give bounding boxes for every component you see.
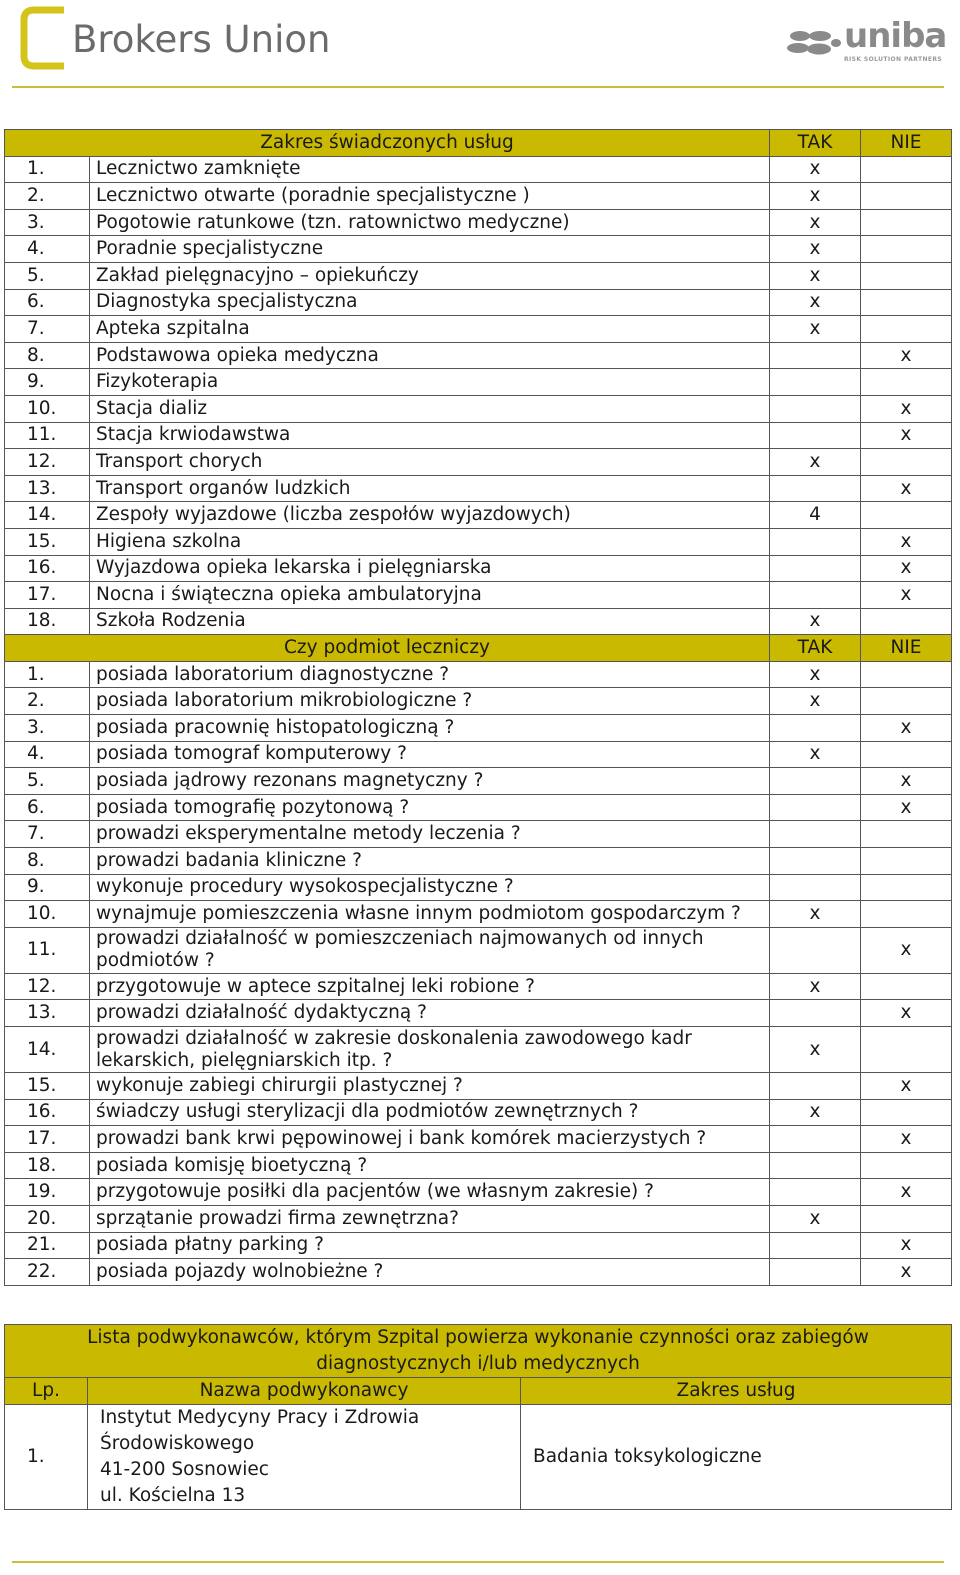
entity_table-row-number: 20. [5, 1205, 90, 1232]
entity_table-row-label: posiada komisję bioetyczną ? [90, 1152, 770, 1179]
uniba-logo-subtitle: RISK SOLUTION PARTNERS [844, 56, 943, 63]
entity_table-row-nie [861, 973, 952, 1000]
entity_table-row-number: 18. [5, 1152, 90, 1179]
entity_table-row-number: 22. [5, 1259, 90, 1286]
entity_table-row-nie: x [861, 1259, 952, 1286]
entity_table-row-label: posiada pojazdy wolnobieżne ? [90, 1259, 770, 1286]
entity_table-row [5, 741, 952, 768]
entity-title: Czy podmiot leczniczy [5, 635, 770, 662]
entity_table-row-label: posiada tomograf komputerowy ? [90, 741, 770, 768]
subcontractor-name-line: 41-200 Sosnowiec [100, 1458, 269, 1480]
services-tak-header: TAK [770, 130, 861, 157]
entity_table-row [5, 1073, 952, 1100]
entity_table-row-tak [770, 794, 861, 821]
entity_table-row-tak [770, 1000, 861, 1027]
entity_table-row-tak [770, 1126, 861, 1153]
services_table-row-label: Stacja dializ [90, 395, 770, 422]
services_table-row-number: 2. [5, 183, 90, 210]
services_table-row-number: 11. [5, 422, 90, 449]
services_table-row [5, 289, 952, 316]
services-nie-header: NIE [861, 130, 952, 157]
entity_table-row-tak: x [770, 741, 861, 768]
entity_table-row-tak [770, 1179, 861, 1206]
entity_table-row [5, 1000, 952, 1027]
services_table-row-tak: x [770, 449, 861, 476]
services_table-row-number: 17. [5, 582, 90, 609]
services_table-row-number: 8. [5, 342, 90, 369]
entity_table-row-tak [770, 768, 861, 795]
entity_table-row-number: 10. [5, 901, 90, 928]
services_table-row-nie [861, 209, 952, 236]
entity_table-row-label: prowadzi bank krwi pępowinowej i bank komórek macierzystych ? [90, 1126, 770, 1153]
subcontractor-name-line: ul. Kościelna 13 [100, 1484, 246, 1506]
services_table-row-nie: x [861, 342, 952, 369]
entity_table-row-label: posiada płatny parking ? [90, 1232, 770, 1259]
entity_table-row [5, 1099, 952, 1126]
entity-nie-header: NIE [861, 635, 952, 662]
services_table-row-nie: x [861, 528, 952, 555]
entity_table-row [5, 1027, 952, 1073]
entity_table-row [5, 1126, 952, 1153]
services_table-row-nie [861, 236, 952, 263]
subcontractor-name-line: Instytut Medycyny Pracy i Zdrowia [100, 1406, 420, 1428]
entity_table-row-label: prowadzi działalność dydaktyczną ? [90, 1000, 770, 1027]
services_table-row-number: 13. [5, 475, 90, 502]
services_table-row [5, 582, 952, 609]
entity_table-row-tak: x [770, 1205, 861, 1232]
services_table-row-label: Transport organów ludzkich [90, 475, 770, 502]
services_table-row-number: 14. [5, 502, 90, 529]
services_table-row-number: 15. [5, 528, 90, 555]
entity_table-row-tak [770, 1073, 861, 1100]
subcontractor-name-line: Środowiskowego [100, 1432, 255, 1454]
services_table-row-number: 4. [5, 236, 90, 263]
entity_table-row-number: 14. [5, 1027, 90, 1073]
entity_table-row [5, 848, 952, 875]
entity_table-row-nie: x [861, 1179, 952, 1206]
entity_table-row-number: 15. [5, 1073, 90, 1100]
entity_table-row-number: 21. [5, 1232, 90, 1259]
services-header-row [5, 130, 952, 157]
entity_table-row-tak [770, 1259, 861, 1286]
entity_table-row-number: 3. [5, 715, 90, 742]
services_table-row-label: Lecznictwo otwarte (poradnie specjalistyczne ) [90, 183, 770, 210]
entity_table-row-tak [770, 848, 861, 875]
services_table-row-nie [861, 608, 952, 635]
entity_table-row-label: wynajmuje pomieszczenia własne innym podmiotom gospodarczym ? [90, 901, 770, 928]
entity_table-row-tak [770, 715, 861, 742]
services_table-row-tak [770, 475, 861, 502]
services_table-row-label: Szkoła Rodzenia [90, 608, 770, 635]
services_table-row-tak [770, 528, 861, 555]
services_table-row-nie: x [861, 555, 952, 582]
entity_table-row-tak [770, 1152, 861, 1179]
services_table-row-tak: 4 [770, 502, 861, 529]
entity_table-row [5, 1152, 952, 1179]
subcontractor-lp: 1. [5, 1404, 88, 1509]
services_table-row-nie [861, 449, 952, 476]
entity_table-row-nie: x [861, 715, 952, 742]
services_table-row-nie [861, 183, 952, 210]
services_table-row-label: Transport chorych [90, 449, 770, 476]
entity_table-row-label: przygotowuje w aptece szpitalnej leki robione ? [90, 973, 770, 1000]
brokers-union-logo [20, 6, 340, 70]
services_table-row-tak [770, 582, 861, 609]
entity_table-row-tak [770, 821, 861, 848]
entity_table-row [5, 927, 952, 973]
entity_table-row [5, 1179, 952, 1206]
services_table-row [5, 316, 952, 343]
entity_table-row-label: sprzątanie prowadzi firma zewnętrzna? [90, 1205, 770, 1232]
services_table-row-number: 10. [5, 395, 90, 422]
services_table-row-nie [861, 369, 952, 396]
services_table-row-nie [861, 316, 952, 343]
services_table-row [5, 209, 952, 236]
services_table-row [5, 369, 952, 396]
services_table-row-tak: x [770, 236, 861, 263]
uniba-pebbles-icon [786, 28, 842, 58]
entity_table-row-label: prowadzi eksperymentalne metody leczenia ? [90, 821, 770, 848]
entity_table-row-nie: x [861, 1073, 952, 1100]
services-and-entity-table [4, 129, 952, 1286]
entity_table-row [5, 874, 952, 901]
services_table-row-number: 9. [5, 369, 90, 396]
footer-divider [12, 1561, 944, 1563]
services_table-row [5, 183, 952, 210]
entity_table-row-label: wykonuje procedury wysokospecjalistyczne ? [90, 874, 770, 901]
entity_table-row-tak [770, 1232, 861, 1259]
entity_table-row [5, 794, 952, 821]
entity_table-row-nie: x [861, 1000, 952, 1027]
brokers-union-logo-text: Brokers Union [72, 18, 331, 61]
entity_table-row-nie [861, 688, 952, 715]
services_table-row [5, 528, 952, 555]
entity_table-row-label: posiada laboratorium diagnostyczne ? [90, 661, 770, 688]
services-title: Zakres świadczonych usług [5, 130, 770, 157]
page-header [0, 0, 960, 92]
entity_table-row-number: 5. [5, 768, 90, 795]
services_table-row [5, 608, 952, 635]
services_table-row-tak: x [770, 183, 861, 210]
entity_table-row [5, 1259, 952, 1286]
entity_table-row-nie: x [861, 794, 952, 821]
entity_table-row-number: 1. [5, 661, 90, 688]
entity_table-row-label: posiada jądrowy rezonans magnetyczny ? [90, 768, 770, 795]
services_table-row [5, 236, 952, 263]
entity_table-row-nie: x [861, 1232, 952, 1259]
entity_table-row-number: 4. [5, 741, 90, 768]
subcontractor-scope: Badania toksykologiczne [521, 1404, 952, 1509]
subcontractors-scope-header: Zakres usług [521, 1378, 952, 1405]
services_table-row-nie: x [861, 422, 952, 449]
entity_table-row-nie [861, 874, 952, 901]
entity_table-row-nie: x [861, 768, 952, 795]
services_table-row-label: Stacja krwiodawstwa [90, 422, 770, 449]
entity_table-row-nie [861, 1027, 952, 1073]
services_table-row-label: Zakład pielęgnacyjno – opiekuńczy [90, 262, 770, 289]
services_table-row [5, 475, 952, 502]
uniba-logo-text: uniba [844, 16, 947, 56]
services_table-row-nie: x [861, 475, 952, 502]
services_table-row [5, 342, 952, 369]
services_table-row-number: 6. [5, 289, 90, 316]
services_table-row [5, 395, 952, 422]
entity_table-row-nie: x [861, 1126, 952, 1153]
entity_table-row-number: 11. [5, 927, 90, 973]
entity_table-row-number: 8. [5, 848, 90, 875]
entity_table-row-nie [861, 848, 952, 875]
entity_table-row-number: 12. [5, 973, 90, 1000]
entity_table-row [5, 1205, 952, 1232]
entity_table-row [5, 688, 952, 715]
entity-tak-header: TAK [770, 635, 861, 662]
services_table-row-tak: x [770, 608, 861, 635]
services_table-row [5, 449, 952, 476]
services_table-row-tak [770, 369, 861, 396]
subcontractors-header-row [5, 1378, 952, 1405]
entity_table-row [5, 821, 952, 848]
entity_table-row-number: 13. [5, 1000, 90, 1027]
entity_table-row-label: posiada laboratorium mikrobiologiczne ? [90, 688, 770, 715]
entity_table-row-number: 6. [5, 794, 90, 821]
services_table-row-tak: x [770, 289, 861, 316]
entity_table-row-tak [770, 874, 861, 901]
services_table-row-label: Higiena szkolna [90, 528, 770, 555]
entity_table-row-nie [861, 661, 952, 688]
services_table-row-tak [770, 422, 861, 449]
subcontractor-row [5, 1404, 952, 1509]
entity_table-row-nie: x [861, 927, 952, 973]
services_table-row-label: Nocna i świąteczna opieka ambulatoryjna [90, 582, 770, 609]
entity_table-row [5, 973, 952, 1000]
services_table-row-number: 5. [5, 262, 90, 289]
entity_table-row-nie [861, 1152, 952, 1179]
services_table-row-label: Wyjazdowa opieka lekarska i pielęgniarska [90, 555, 770, 582]
entity_table-row-nie [861, 821, 952, 848]
services_table-row-nie [861, 156, 952, 183]
services_table-row-nie [861, 289, 952, 316]
services_table-row-label: Podstawowa opieka medyczna [90, 342, 770, 369]
entity_table-row-nie [861, 1205, 952, 1232]
entity_table-row-label: prowadzi badania kliniczne ? [90, 848, 770, 875]
services_table-row-label: Lecznictwo zamknięte [90, 156, 770, 183]
entity_table-row-number: 16. [5, 1099, 90, 1126]
services_table-row-number: 18. [5, 608, 90, 635]
services_table-row-tak [770, 555, 861, 582]
services_table-row-number: 1. [5, 156, 90, 183]
entity_table-row-number: 9. [5, 874, 90, 901]
services_table-row [5, 156, 952, 183]
entity_table-row-number: 17. [5, 1126, 90, 1153]
entity_table-row-label: świadczy usługi sterylizacji dla podmiotów zewnętrznych ? [90, 1099, 770, 1126]
entity_table-row-nie [861, 901, 952, 928]
entity_table-row-tak: x [770, 1027, 861, 1073]
services_table-row [5, 422, 952, 449]
services_table-row [5, 555, 952, 582]
services_table-row-tak: x [770, 316, 861, 343]
services_table-row-tak: x [770, 209, 861, 236]
services_table-row-number: 3. [5, 209, 90, 236]
entity_table-row-tak: x [770, 1099, 861, 1126]
entity_table-row [5, 661, 952, 688]
services_table-row-tak: x [770, 156, 861, 183]
entity_table-row-tak [770, 927, 861, 973]
entity_table-row [5, 1232, 952, 1259]
services_table-row-nie [861, 262, 952, 289]
services_table-row-tak [770, 395, 861, 422]
services_table-row-number: 7. [5, 316, 90, 343]
subcontractors-table [4, 1324, 952, 1510]
entity_table-row-label: prowadzi działalność w pomieszczeniach najmowanych od innych podmiotów ? [90, 927, 770, 973]
entity_table-row [5, 768, 952, 795]
entity_table-row-nie [861, 741, 952, 768]
services_table-row [5, 502, 952, 529]
subcontractors-title: Lista podwykonawców, którym Szpital powierza wykonanie czynności oraz zabiegów diagnostycznych i/lub medycznych [5, 1325, 952, 1378]
entity_table-row-label: przygotowuje posiłki dla pacjentów (we własnym zakresie) ? [90, 1179, 770, 1206]
entity_table-row-label: prowadzi działalność w zakresie doskonalenia zawodowego kadr lekarskich, pielęgniarskich itp. ? [90, 1027, 770, 1073]
entity_table-row-tak: x [770, 688, 861, 715]
services_table-row [5, 262, 952, 289]
subcontractors-lp-header: Lp. [5, 1378, 88, 1405]
services_table-row-label: Poradnie specjalistyczne [90, 236, 770, 263]
services_table-row-label: Pogotowie ratunkowe (tzn. ratownictwo medyczne) [90, 209, 770, 236]
services_table-row-label: Apteka szpitalna [90, 316, 770, 343]
entity_table-row-label: posiada pracownię histopatologiczną ? [90, 715, 770, 742]
entity-header-row [5, 635, 952, 662]
entity_table-row-number: 19. [5, 1179, 90, 1206]
services_table-row-nie: x [861, 582, 952, 609]
entity_table-row-label: wykonuje zabiegi chirurgii plastycznej ? [90, 1073, 770, 1100]
header-divider [12, 86, 944, 88]
services_table-row-label: Zespoły wyjazdowe (liczba zespołów wyjazdowych) [90, 502, 770, 529]
entity_table-row-tak: x [770, 901, 861, 928]
entity_table-row-number: 2. [5, 688, 90, 715]
services_table-row-number: 16. [5, 555, 90, 582]
services_table-row-tak: x [770, 262, 861, 289]
services_table-row-nie [861, 502, 952, 529]
entity_table-row-label: posiada tomografię pozytonową ? [90, 794, 770, 821]
uniba-logo [786, 16, 947, 67]
entity_table-row-tak: x [770, 973, 861, 1000]
services_table-row-nie: x [861, 395, 952, 422]
entity_table-row [5, 901, 952, 928]
services_table-row-label: Diagnostyka specjalistyczna [90, 289, 770, 316]
subcontractors-title-row [5, 1325, 952, 1378]
brokers-union-bracket-icon [20, 6, 80, 70]
entity_table-row-tak: x [770, 661, 861, 688]
services_table-row-tak [770, 342, 861, 369]
entity_table-row-number: 7. [5, 821, 90, 848]
subcontractors-name-header: Nazwa podwykonawcy [88, 1378, 521, 1405]
entity_table-row [5, 715, 952, 742]
subcontractor-name [88, 1404, 521, 1509]
entity_table-row-nie [861, 1099, 952, 1126]
services_table-row-number: 12. [5, 449, 90, 476]
services_table-row-label: Fizykoterapia [90, 369, 770, 396]
